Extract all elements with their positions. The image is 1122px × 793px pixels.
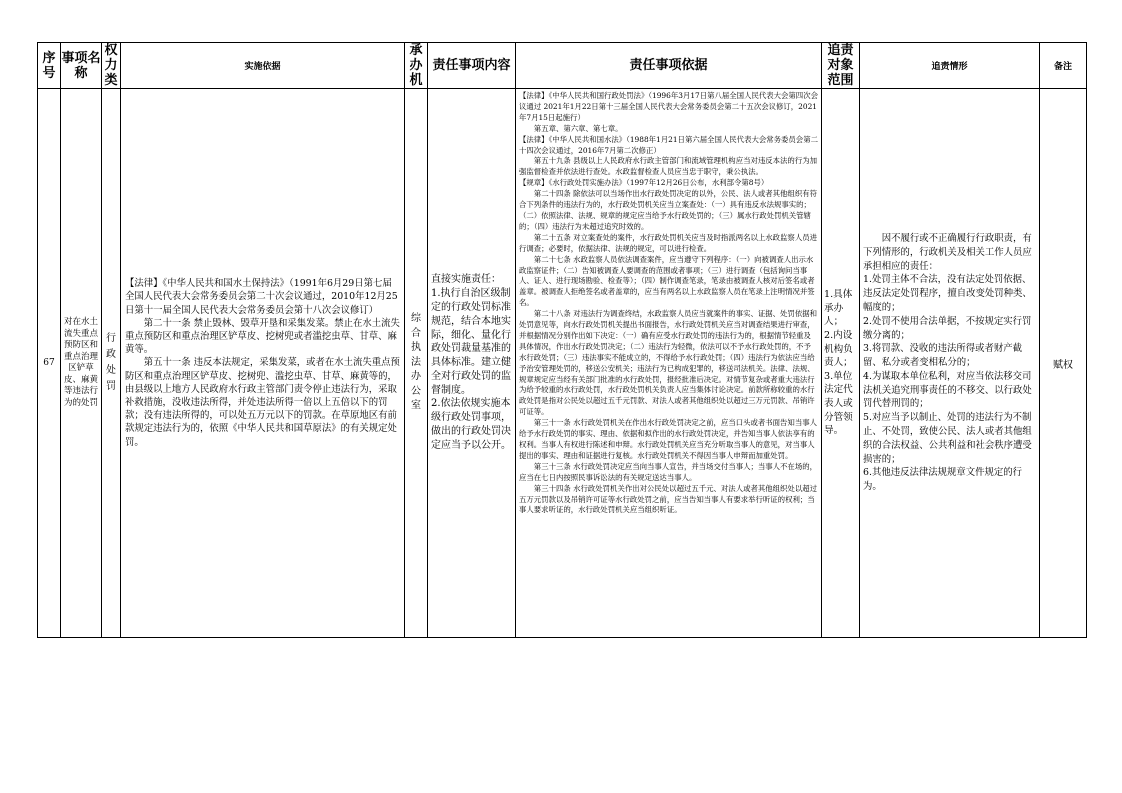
situation-line: 4.为谋取本单位私利，对应当依法移交司法机关追究刑事责任的不移交、以行政处罚代替刑罚的； xyxy=(863,370,1032,410)
responsibility-table xyxy=(37,42,1087,638)
row-note: 赋权 xyxy=(1040,89,1087,638)
table-row xyxy=(38,89,1087,638)
duty-line: 2.依法依规实施本级行政处罚事项，做出的行政处罚决定应当予以公开。 xyxy=(431,398,511,451)
header-note: 备注 xyxy=(1040,43,1087,89)
duty-line: 1.执行自治区级制定的行政处罚标准规范，结合本地实际，细化、量化行政处罚裁量基准的具体标准。建立健全对行政处罚的监督制度。 xyxy=(431,288,511,396)
header-row xyxy=(38,43,1087,89)
situation-line: 5.对应当予以制止、处罚的违法行为不制止、不处罚，致使公民、法人或者其他组织的合法权益、公共利益和社会秩序遭受损害的； xyxy=(863,412,1032,465)
situation-line: 1.处罚主体不合法，没有法定处罚依据、违反法定处罚程序，擅自改变处罚种类、幅度的； xyxy=(863,274,1032,313)
header-duty-basis: 责任事项依据 xyxy=(516,43,822,89)
obj-line: 2.内设机构负责人； xyxy=(824,330,853,369)
row-seq: 67 xyxy=(38,89,61,638)
row-item-name: 对在水土流失重点预防区和重点治理区铲草皮、麻黄等违法行为的处罚 xyxy=(61,89,102,638)
duty-basis-line: 【法律】《中华人民共和国水法》（1988年1月21日第六届全国人民代表大会常务委员会第二十四次会议通过，2016年7月第二次修正） xyxy=(519,134,818,155)
situation-line: 因不履行或不正确履行行政职责，有下列情形的，行政机关及相关工作人员应承担相应的责任： xyxy=(863,232,1032,272)
header-org: 承办机 xyxy=(405,43,428,89)
basis-line: 【法律】《中华人民共和国水土保持法》（1991年6月29日第七届全国人民代表大会常务委员会第二十次会议通过，2010年12月25日第十一届全国人民代表大会常务委员会第十八次会议修订） xyxy=(125,278,398,316)
row-org: 综合执法办公室 xyxy=(405,89,428,638)
row-situation xyxy=(860,89,1040,638)
duty-basis-line: 【规章】《水行政处罚实施办法》（1997年12月26日公布，水利部令第8号） xyxy=(519,178,769,188)
situation-line: 3.将罚款、没收的违法所得或者财产截留、私分或者变相私分的； xyxy=(863,343,1022,369)
situation-line: 6.其他违反法律法规规章文件规定的行为。 xyxy=(863,467,1022,493)
duty-basis-line: 第五章、第六章、第七章。 xyxy=(533,123,623,133)
header-seq: 序号 xyxy=(38,43,61,89)
header-basis: 实施依据 xyxy=(121,43,405,89)
header-power-type: 权力类 xyxy=(102,43,121,89)
row-basis xyxy=(121,89,405,638)
row-obj xyxy=(822,89,860,638)
duty-basis-line: 第三十三条 水行政处罚决定应当向当事人宣告，并当场交付当事人；当事人不在场的，应当在七日内按照民事诉讼法的有关规定送达当事人。 xyxy=(519,461,817,482)
duty-basis-line: 第三十一条 水行政处罚机关在作出水行政处罚决定之前，应当口头或者书面告知当事人给予水行政处罚的事实、理由、依据和拟作出的水行政处罚决定，并告知当事人依法享有的权利。当事人有权进行陈述和申辩。水行政处罚机关应当充分听取当事人的意见，对当事人提出的事实、理由和证据进行复核。水行政处罚机关不得因当事人申辩而加重处罚。 xyxy=(519,418,817,460)
duty-basis-line: 第三十四条 水行政处罚机关作出对公民处以超过五千元、对法人或者其他组织处以超过五万元罚款以及吊销许可证等水行政处罚之前，应当告知当事人有要求举行听证的权利；当事人要求听证的，水行政处罚机关应当组织听证。 xyxy=(519,483,817,515)
duty-basis-line: 第二十七条 水政监察人员依法调查案件，应当遵守下列程序：（一）向被调查人出示水政监察证件；（二）告知被调查人要调查的范围或者事项；（三）进行调查（包括询问当事人、证人、进行现场勘验、检查等）；（四）制作调查笔录，笔录由被调查人核对后签名或者盖章。被调查人拒绝签名或者盖章的，应当有两名以上水政监察人员在笔录上注明情况并签名。 xyxy=(519,254,815,308)
duty-basis-line: 第五十九条 县级以上人民政府水行政主管部门和流域管理机构应当对违反本法的行为加强监督检查并依法进行查处。水政监督检查人员应当忠于职守，秉公执法。 xyxy=(519,156,817,177)
duty-line: 直接实施责任： xyxy=(431,274,501,286)
situation-line: 2.处罚不使用合法单据，不按规定实行罚缴分离的； xyxy=(863,315,1032,341)
header-item-name: 事项名称 xyxy=(61,43,102,89)
obj-line: 1.具体承办人； xyxy=(824,289,853,328)
row-duty xyxy=(428,89,516,638)
row-power-type: 行政处罚 xyxy=(102,89,121,638)
basis-line: 第五十一条 违反本法规定，采集发菜，或者在水土流失重点预防区和重点治理区铲草皮、挖树兜、滥挖虫草、甘草、麻黄等的，由县级以上地方人民政府水行政主管部门责令停止违法行为，采取补救措施，没收违法所得，并处违法所得一倍以上五倍以下的罚款；没有违法所得的，可以处五万元以下的罚款。在草原地区有前款规定违法行为的，依照《中华人民共和国草原法》的有关规定处罚。 xyxy=(125,357,400,448)
duty-basis-line: 【法律】《中华人民共和国行政处罚法》（1996年3月17日第八届全国人民代表大会第四次会议通过 2021年1月22日第十三届全国人民代表大会常务委员会第二十五次会议修订，2021年7月15日起施行） xyxy=(519,91,818,122)
basis-line: 第二十一条 禁止毁林、毁草开垦和采集发菜。禁止在水土流失重点预防区和重点治理区铲草皮、挖树兜或者滥挖虫草、甘草、麻黄等。 xyxy=(125,317,400,356)
duty-basis-line: 第二十五条 对立案查处的案件，水行政处罚机关应当及时指派两名以上水政监察人员进行调查；必要时，依据法律、法规的规定，可以进行检查。 xyxy=(519,232,817,253)
header-situation: 追责情形 xyxy=(860,43,1040,89)
duty-basis-line: 第二十四条 除依法可以当场作出水行政处罚决定的以外，公民、法人或者其他组织有符合下列条件的违法行为的，水行政处罚机关应当立案查处：（一）具有违反水法规事实的；（二）依照法律、法规、规章的规定应当给予水行政处罚的；（三）属水行政处罚机关管辖的；（四）违法行为未超过追究时效的。 xyxy=(519,189,817,231)
header-duty: 责任事项内容 xyxy=(428,43,516,89)
duty-basis-line: 第二十八条 对违法行为调查终结，水政监察人员应当就案件的事实、证据、处罚依据和处罚意见等，向水行政处罚机关提出书面报告，水行政处罚机关应当对调查结果进行审查，并根据情况分别作出如下决定：（一）确有应受水行政处罚的违法行为的，根据情节轻重及具体情况，作出水行政处罚决定；（二）违法行为轻微，依法可以不予水行政处罚的，不予水行政处罚；（三）违法事实不能成立的，不得给予水行政处罚；（四）违法行为依法应当给予治安管理处罚的，移送公安机关；违法行为已构成犯罪的，移送司法机关。法律、法规、规章规定应当经有关部门批准的水行政处罚，报经批准后决定。对情节复杂或者重大违法行为给予较重的水行政处罚，水行政处罚机关负责人应当集体讨论决定。前款所称较重的水行政处罚是指对公民处以超过五千元罚款、对法人或者其他组织处以超过三万元罚款、吊销许可证等。 xyxy=(519,309,817,417)
obj-line: 3.单位法定代表人或分管领导。 xyxy=(824,370,853,437)
header-obj: 追责对象范围 xyxy=(822,43,860,89)
row-duty-basis xyxy=(516,89,822,638)
